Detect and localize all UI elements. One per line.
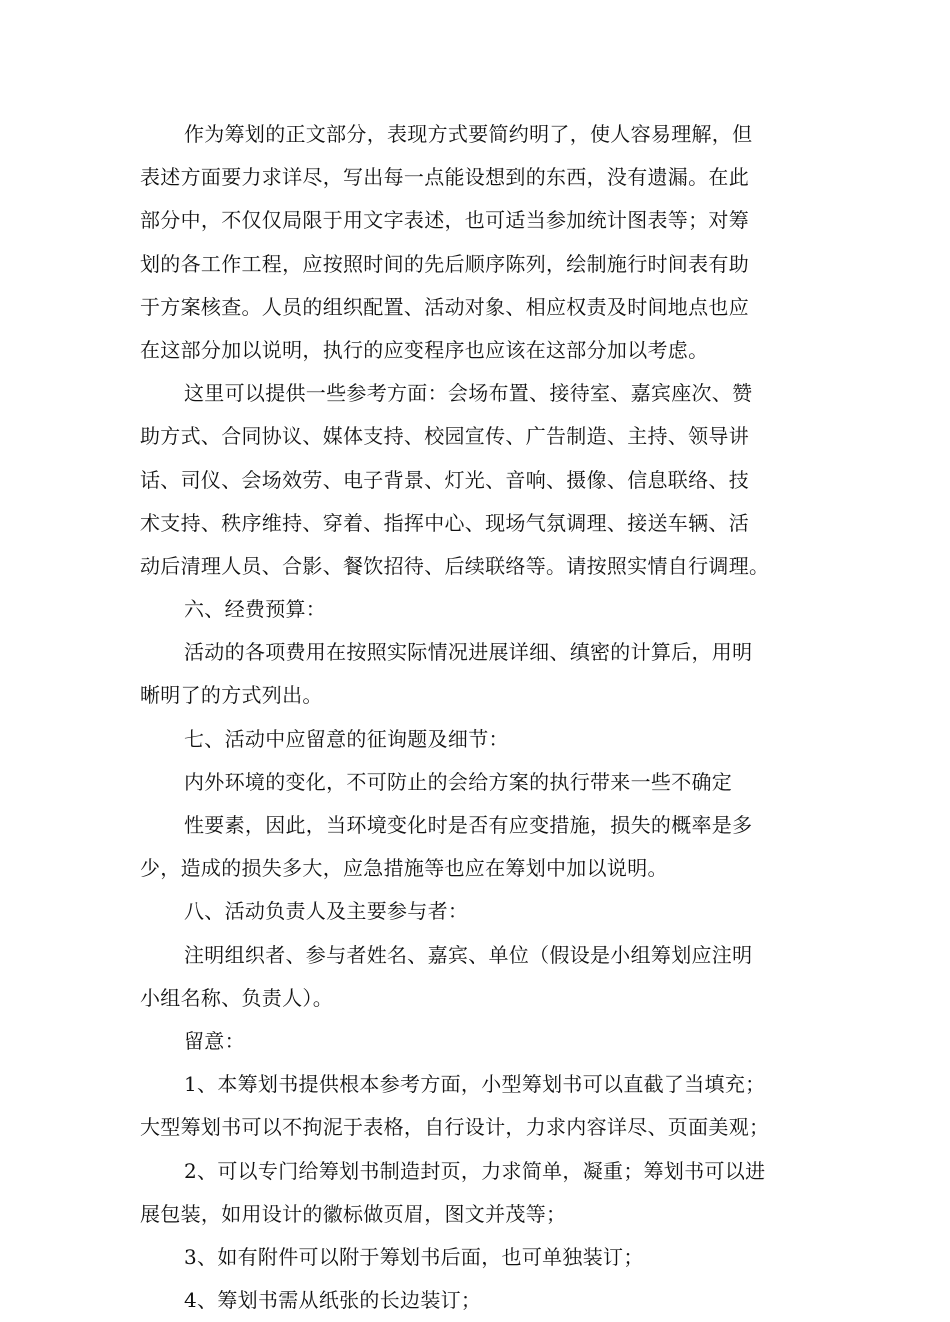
text-line: 在这部分加以说明，执行的应变程序也应该在这部分加以考虑。 xyxy=(140,337,709,362)
text-line: 展包装，如用设计的徽标做页眉，图文并茂等； xyxy=(140,1201,567,1226)
text-line: 术支持、秩序维持、穿着、指挥中心、现场气氛调理、接送车辆、活 xyxy=(140,510,749,535)
text-line: 六、经费预算： xyxy=(184,597,327,622)
text-line: 动后清理人员、合影、餐饮招待、后续联络等。请按照实情自行调理。 xyxy=(140,553,770,578)
text-line: 小组名称、负责人）。 xyxy=(140,985,333,1010)
text-line: 4、筹划书需从纸张的长边装订； xyxy=(184,1288,482,1313)
text-line: 表述方面要力求详尽，写出每一点能设想到的东西，没有遗漏。在此 xyxy=(140,165,749,190)
text-line: 话、司仪、会场效劳、电子背景、灯光、音响、摄像、信息联络、技 xyxy=(140,467,749,492)
text-line: 作为筹划的正文部分，表现方式要简约明了，使人容易理解，但 xyxy=(184,122,753,146)
text-line: 这里可以提供一些参考方面：会场布置、接待室、嘉宾座次、赞 xyxy=(184,381,753,406)
text-line: 八、活动负责人及主要参与者： xyxy=(184,899,469,924)
text-line: 留意： xyxy=(184,1028,245,1053)
text-line: 少，造成的损失多大，应急措施等也应在筹划中加以说明。 xyxy=(140,856,668,881)
text-line: 2、可以专门给筹划书制造封页，力求简单，凝重；筹划书可以进 xyxy=(184,1158,766,1183)
text-line: 内外环境的变化，不可防止的会给方案的执行带来一些不确定 xyxy=(184,769,733,794)
text-line: 注明组织者、参与者姓名、嘉宾、单位（假设是小组筹划应注明 xyxy=(184,942,753,967)
document-body xyxy=(140,113,812,1322)
text-line: 划的各工作工程，应按照时间的先后顺序陈列，绘制施行时间表有助 xyxy=(140,251,749,276)
text-line: 部分中，不仅仅局限于用文字表述，也可适当参加统计图表等；对筹 xyxy=(140,208,749,233)
text-line: 性要素，因此，当环境变化时是否有应变措施，损失的概率是多 xyxy=(184,813,753,837)
text-line: 七、活动中应留意的征询题及细节： xyxy=(184,726,509,751)
text-line: 于方案核查。人员的组织配置、活动对象、相应权责及时间地点也应 xyxy=(140,294,749,319)
text-line: 助方式、合同协议、媒体支持、校园宣传、广告制造、主持、领导讲 xyxy=(140,424,749,449)
text-line: 3、如有附件可以附于筹划书后面，也可单独装订； xyxy=(184,1244,644,1269)
text-line: 1、本筹划书提供根本参考方面，小型筹划书可以直截了当填充； xyxy=(184,1072,766,1097)
text-line: 晰明了的方式列出。 xyxy=(140,683,323,708)
text-line: 活动的各项费用在按照实际情况进展详细、缜密的计算后，用明 xyxy=(184,640,753,665)
text-line: 大型筹划书可以不拘泥于表格，自行设计，力求内容详尽、页面美观； xyxy=(140,1115,770,1140)
document-page xyxy=(140,113,812,1322)
